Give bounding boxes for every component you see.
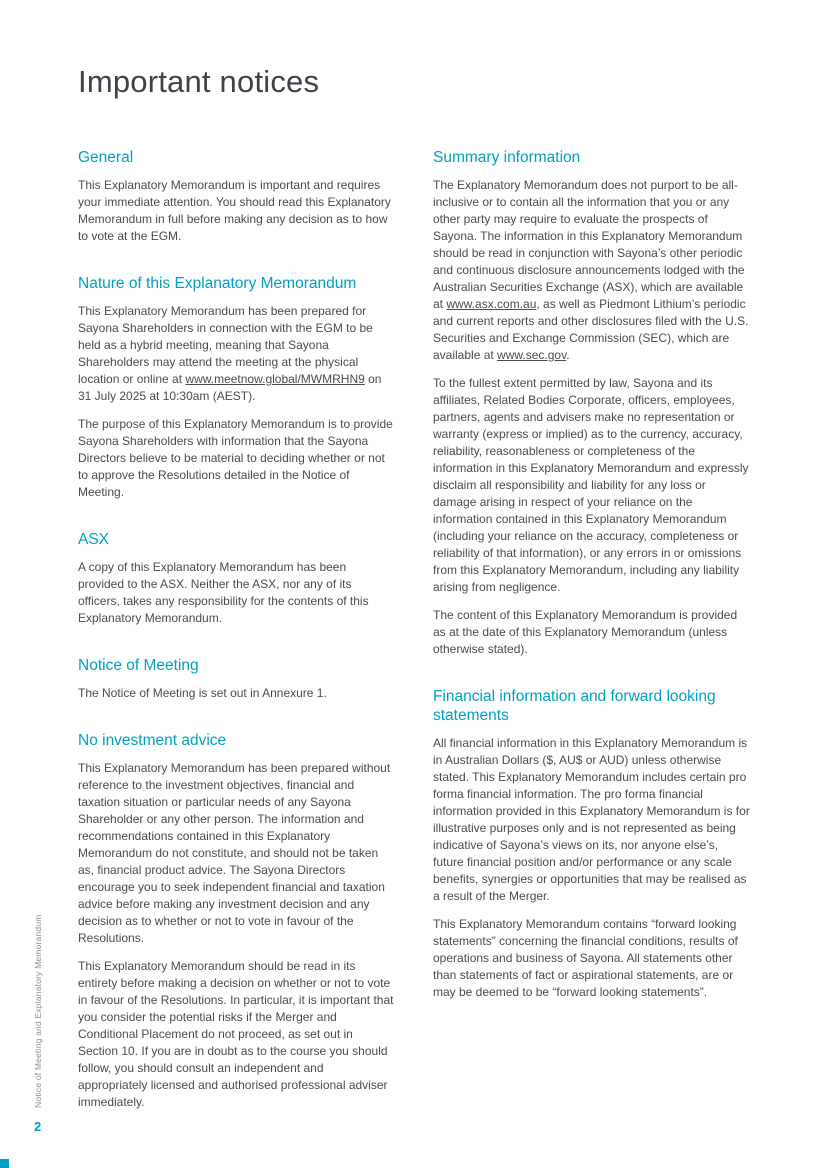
- page-title: Important notices: [78, 64, 320, 99]
- paragraph: This Explanatory Memorandum has been prepared without reference to the investment objectives, financial and taxation situation or particular needs of any Sayona Shareholder or any other person. The information and recommendations contained in this Explanatory Memorandum do not constitute, and should not be taken as, financial product advice. The Sayona Directors encourage you to seek independent financial and taxation advice before making any investment decision and any decision as to whether or not to vote in favour of the Resolutions.: [78, 760, 391, 945]
- paragraph: This Explanatory Memorandum is important and requires your immediate attention. You should read this Explanatory Memorandum in full before making any decision as to how to vote at the EGM.: [78, 177, 391, 243]
- paragraph: All financial information in this Explanatory Memorandum is in Australian Dollars ($, AU$ or AUD) unless otherwise stated. This Explanatory Memorandum includes certain pro forma financial information. The pro forma financial information provided in this Explanatory Memorandum is for illustrative purposes only and is not represented as being indicative of Sayona’s views on its, nor anyone else’s, future financial position and/or performance or any scale benefits, synergies or opportunities that may be realised as a result of the Merger.: [433, 735, 750, 903]
- section-asx: [78, 531, 395, 627]
- text-run: , as well as Piedmont Lithium’s periodic and current reports and other disclosures filed with the U.S. Securities and Exchange Commission (SEC), which are available at: [433, 296, 749, 362]
- section-heading-notice-of-meeting: Notice of Meeting: [78, 656, 199, 674]
- text-run: .: [566, 347, 570, 362]
- section-heading-no-investment-advice: No investment advice: [78, 731, 227, 749]
- section-general: [78, 149, 395, 245]
- sec-url-link[interactable]: www.sec.gov: [497, 347, 567, 362]
- section-heading-summary-information: Summary information: [433, 149, 581, 166]
- text-run: This Explanatory Memorandum has been prepared for Sayona Shareholders in connection with the EGM to be held as a hybrid meeting, meaning that Sayona Shareholders may attend the meeting at the physical location or online at: [78, 303, 373, 386]
- section-nature: [78, 275, 395, 501]
- meeting-url-link[interactable]: www.meetnow.global/MWMRHN9: [185, 371, 365, 386]
- paragraph: The Notice of Meeting is set out in Annexure 1.: [78, 685, 327, 700]
- text-run: The Explanatory Memorandum does not purport to be all-inclusive or to contain all the information that you or any other party may require to evaluate the prospects of Sayona. The information in this Explanatory Memorandum should be read in conjunction with Sayona’s other periodic and continuous disclosure announcements lodged with the Australian Securities Exchange (ASX), which are available at: [433, 177, 745, 311]
- section-heading-nature: Nature of this Explanatory Memorandum: [78, 274, 357, 292]
- corner-accent: [0, 1159, 9, 1168]
- section-no-investment-advice: [78, 732, 395, 1111]
- page-number: 2: [34, 1119, 42, 1134]
- content-columns: [78, 149, 750, 1122]
- paragraph: The content of this Explanatory Memorandum is provided as at the date of this Explanatory Memorandum (unless otherwise stated).: [433, 607, 738, 656]
- text-run: on 31 July 2025 at 10:30am (AEST).: [78, 371, 382, 403]
- section-heading-general: General: [78, 149, 134, 166]
- section-summary-information: [433, 149, 750, 658]
- right-column: [433, 149, 750, 1122]
- sidebar-vertical-text: Notice of Meeting and Explanatory Memorandum: [33, 914, 43, 1108]
- paragraph: The purpose of this Explanatory Memorandum is to provide Sayona Shareholders with information that the Sayona Directors believe to be material to deciding whether or not to approve the Resolutions detailed in the Notice of Meeting.: [78, 416, 393, 499]
- asx-url-link[interactable]: www.asx.com.au: [446, 296, 537, 311]
- paragraph: To the fullest extent permitted by law, Sayona and its affiliates, Related Bodies Corporate, officers, employees, partners, agents and advisers make no representation or warranty (express or implied) as to the currency, accuracy, reliability, reasonableness or completeness of the information in this Explanatory Memorandum and expressly disclaim all responsibility and liability for any loss or damage arising in respect of your reliance on the information contained in this Explanatory Memorandum (including your reliance on the accuracy, completeness or reliability of that information), or any errors in or omissions from this Explanatory Memorandum, including any liability arising from negligence.: [433, 375, 749, 594]
- paragraph: [78, 303, 395, 405]
- section-financial-information: [433, 688, 750, 1001]
- paragraph: This Explanatory Memorandum should be read in its entirety before making a decision on whether or not to vote in favour of the Resolutions. In particular, it is important that you consider the potential risks if the Merger and Conditional Placement do not proceed, as set out in Section 10. If you are in doubt as to the course you should follow, you should consult an independent and appropriately licensed and authorised professional adviser immediately.: [78, 958, 394, 1109]
- paragraph: This Explanatory Memorandum contains “forward looking statements” concerning the financial conditions, results of operations and business of Sayona. All statements other than statements of fact or aspirational statements, are or may be deemed to be “forward looking statements”.: [433, 916, 738, 999]
- paragraph: A copy of this Explanatory Memorandum has been provided to the ASX. Neither the ASX, nor any of its officers, takes any responsibility for the contents of this Explanatory Memorandum.: [78, 559, 369, 625]
- paragraph: [433, 177, 750, 364]
- section-heading-financial-information: Financial information and forward looking statements: [433, 687, 716, 724]
- section-notice-of-meeting: [78, 657, 395, 702]
- section-heading-asx: ASX: [78, 530, 110, 548]
- left-column: [78, 149, 395, 1122]
